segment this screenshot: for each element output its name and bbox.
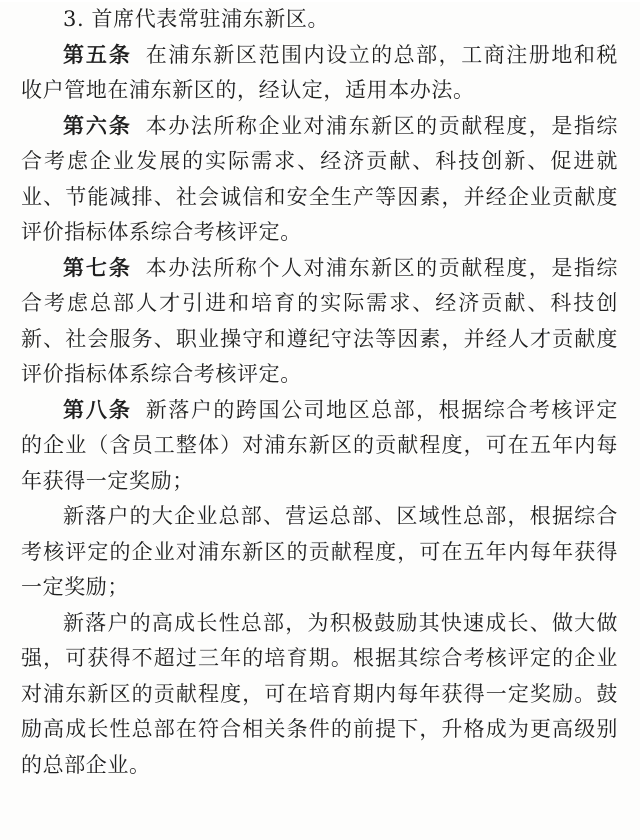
paragraph-article-8-b	[21, 499, 618, 606]
article-heading: 第七条	[63, 255, 132, 280]
paragraph-text: 新落户的大企业总部、营运总部、区域性总部，根据综合考核评定的企业对浦东新区的贡献程度，可在五年内每年获得一定奖励；	[21, 504, 618, 599]
paragraph-article-5	[21, 38, 618, 109]
article-heading: 第六条	[63, 113, 132, 138]
article-heading: 第八条	[63, 397, 132, 422]
paragraph-clause-3	[21, 2, 618, 38]
paragraph-text: 新落户的高成长性总部，为积极鼓励其快速成长、做大做强，可获得不超过三年的培育期。根据其综合考核评定的企业对浦东新区的贡献程度，可在培育期内每年获得一定奖励。鼓励高成长性总部在符合相关条件的前提下，升格成为更高级别的总部企业。	[21, 610, 618, 777]
paragraph-text: 在浦东新区范围内设立的总部，工商注册地和税收户管地在浦东新区的，经认定，适用本办法。	[21, 42, 618, 102]
paragraph-text: 本办法所称个人对浦东新区的贡献程度，是指综合考虑总部人才引进和培育的实际需求、经济贡献、科技创新、社会服务、职业操守和遵纪守法等因素，并经人才贡献度评价指标体系综合考核评定。	[21, 255, 618, 386]
paragraph-text: 本办法所称企业对浦东新区的贡献程度，是指综合考虑企业发展的实际需求、经济贡献、科技创新、促进就业、节能减排、社会诚信和安全生产等因素，并经企业贡献度评价指标体系综合考核评定。	[21, 113, 618, 244]
paragraph-article-8-c	[21, 606, 618, 784]
article-heading: 第五条	[63, 42, 132, 67]
paragraph-text: 3. 首席代表常驻浦东新区。	[63, 7, 330, 31]
paragraph-article-8	[21, 393, 618, 500]
document-page	[0, 2, 640, 840]
paragraph-article-7	[21, 251, 618, 393]
paragraph-text: 新落户的跨国公司地区总部，根据综合考核评定的企业（含员工整体）对浦东新区的贡献程度，可在五年内每年获得一定奖励；	[21, 397, 618, 493]
paragraph-article-6	[21, 109, 618, 251]
